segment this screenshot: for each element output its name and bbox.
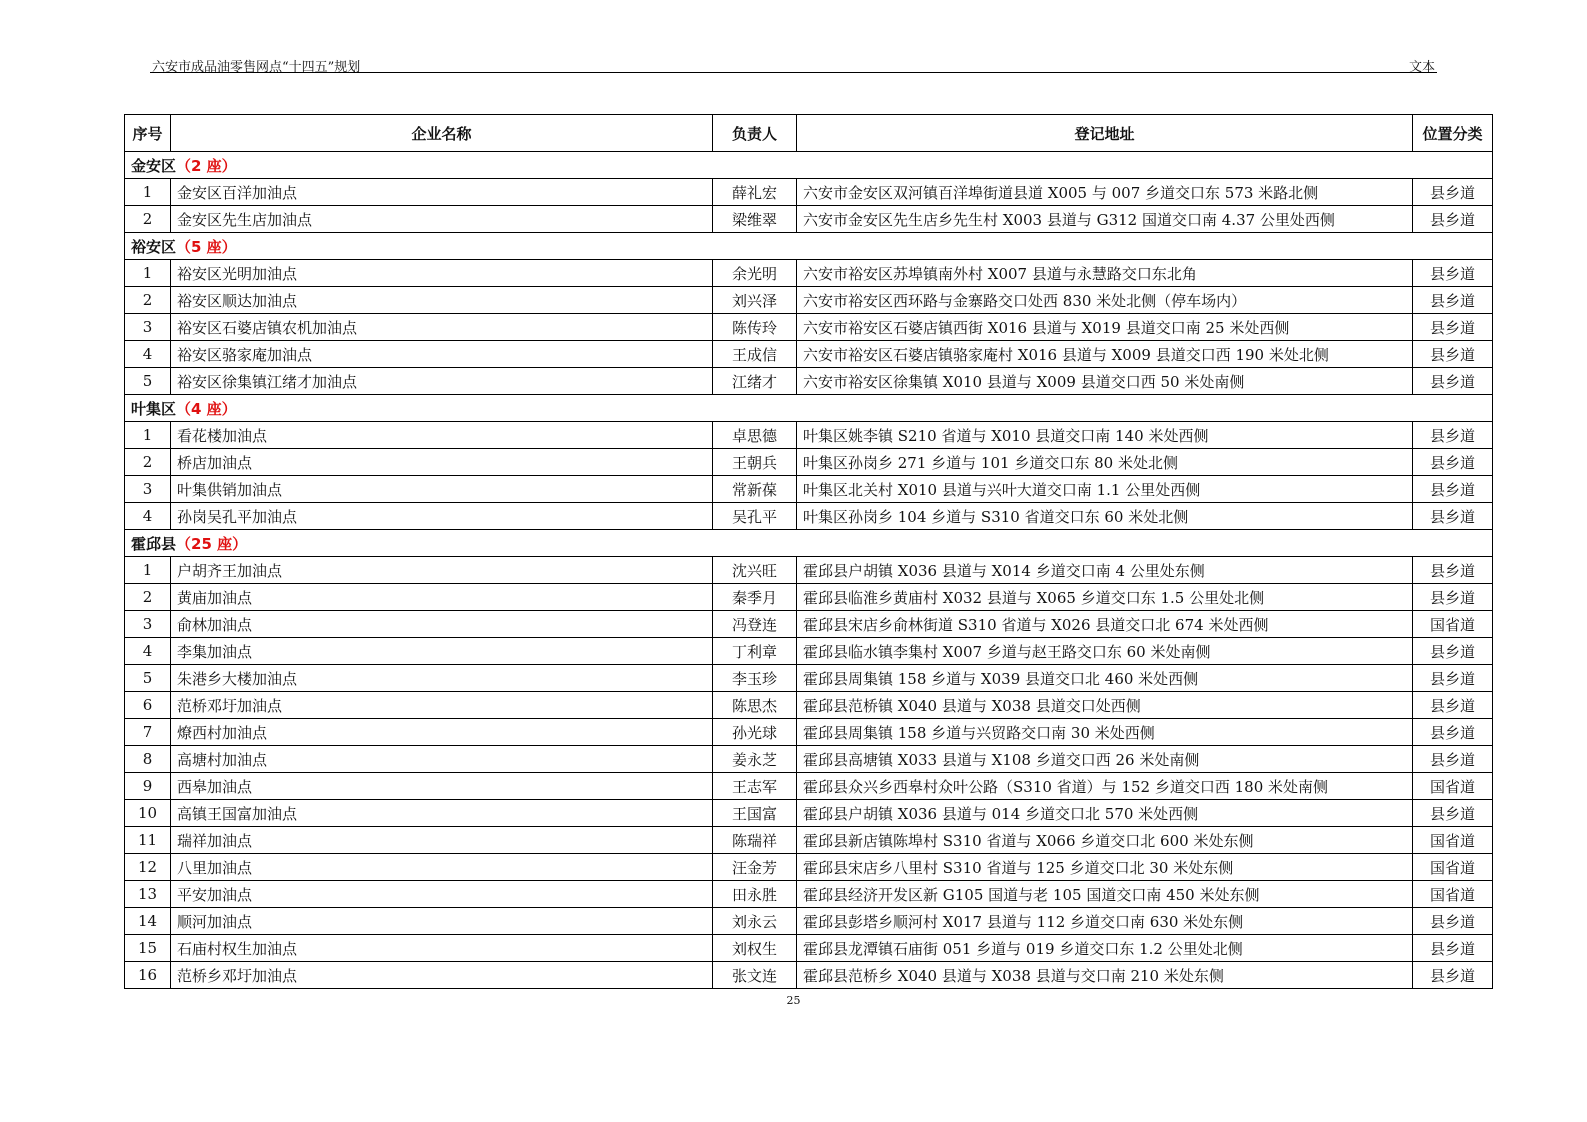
company-name: 黄庙加油点 (171, 584, 713, 611)
row-index: 1 (125, 557, 171, 584)
location-category: 县乡道 (1413, 584, 1493, 611)
location-category: 县乡道 (1413, 422, 1493, 449)
responsible-person: 吴孔平 (713, 503, 797, 530)
location-category: 县乡道 (1413, 908, 1493, 935)
location-category: 县乡道 (1413, 557, 1493, 584)
company-name: 高塘村加油点 (171, 746, 713, 773)
table-row (125, 584, 1493, 611)
responsible-person: 姜永芝 (713, 746, 797, 773)
company-name: 高镇王国富加油点 (171, 800, 713, 827)
group-title (125, 233, 1493, 260)
location-category: 县乡道 (1413, 287, 1493, 314)
table-row (125, 719, 1493, 746)
row-index: 4 (125, 503, 171, 530)
location-category: 县乡道 (1413, 746, 1493, 773)
gas-station-table (124, 114, 1493, 989)
responsible-person: 丁利章 (713, 638, 797, 665)
responsible-person: 刘权生 (713, 935, 797, 962)
location-category: 县乡道 (1413, 449, 1493, 476)
responsible-person: 常新葆 (713, 476, 797, 503)
company-name: 叶集供销加油点 (171, 476, 713, 503)
company-name: 户胡齐王加油点 (171, 557, 713, 584)
registered-address: 叶集区北关村 X010 县道与兴叶大道交口南 1.1 公里处西侧 (797, 476, 1413, 503)
responsible-person: 田永胜 (713, 881, 797, 908)
registered-address: 霍邱县周集镇 158 乡道与兴贸路交口南 30 米处西侧 (797, 719, 1413, 746)
group-count: （2 座） (176, 156, 237, 175)
responsible-person: 江绪才 (713, 368, 797, 395)
table-row (125, 692, 1493, 719)
responsible-person: 秦季月 (713, 584, 797, 611)
company-name: 燎西村加油点 (171, 719, 713, 746)
responsible-person: 沈兴旺 (713, 557, 797, 584)
table-row (125, 287, 1493, 314)
registered-address: 六安市金安区双河镇百洋埠街道县道 X005 与 007 乡道交口东 573 米路北侧 (797, 179, 1413, 206)
location-category: 国省道 (1413, 827, 1493, 854)
registered-address: 叶集区孙岗乡 104 乡道与 S310 省道交口东 60 米处北侧 (797, 503, 1413, 530)
registered-address: 霍邱县范桥乡 X040 县道与 X038 县道与交口南 210 米处东侧 (797, 962, 1413, 989)
location-category: 县乡道 (1413, 665, 1493, 692)
responsible-person: 王国富 (713, 800, 797, 827)
header-divider (150, 72, 1437, 73)
responsible-person: 余光明 (713, 260, 797, 287)
group-row (125, 530, 1493, 557)
location-category: 国省道 (1413, 881, 1493, 908)
row-index: 2 (125, 584, 171, 611)
row-index: 3 (125, 314, 171, 341)
location-category: 县乡道 (1413, 206, 1493, 233)
group-count: （5 座） (176, 237, 237, 256)
row-index: 14 (125, 908, 171, 935)
column-header-index: 序号 (125, 115, 171, 152)
table-row (125, 773, 1493, 800)
registered-address: 霍邱县周集镇 158 乡道与 X039 县道交口北 460 米处西侧 (797, 665, 1413, 692)
responsible-person: 刘兴泽 (713, 287, 797, 314)
table-row (125, 854, 1493, 881)
table-row (125, 314, 1493, 341)
location-category: 县乡道 (1413, 476, 1493, 503)
registered-address: 六安市裕安区石婆店镇骆家庵村 X016 县道与 X009 县道交口西 190 米处北侧 (797, 341, 1413, 368)
registered-address: 六安市金安区先生店乡先生村 X003 县道与 G312 国道交口南 4.37 公里处西侧 (797, 206, 1413, 233)
responsible-person: 张文连 (713, 962, 797, 989)
row-index: 2 (125, 449, 171, 476)
group-row (125, 152, 1493, 179)
table-row (125, 179, 1493, 206)
registered-address: 霍邱县众兴乡西皋村众叶公路（S310 省道）与 152 乡道交口西 180 米处南侧 (797, 773, 1413, 800)
company-name: 裕安区骆家庵加油点 (171, 341, 713, 368)
registered-address: 六安市裕安区苏埠镇南外村 X007 县道与永慧路交口东北角 (797, 260, 1413, 287)
table-row (125, 827, 1493, 854)
responsible-person: 孙光球 (713, 719, 797, 746)
location-category: 县乡道 (1413, 800, 1493, 827)
table-row (125, 260, 1493, 287)
registered-address: 霍邱县宋店乡俞林街道 S310 省道与 X026 县道交口北 674 米处西侧 (797, 611, 1413, 638)
group-count: （4 座） (176, 399, 237, 418)
row-index: 4 (125, 341, 171, 368)
company-name: 朱港乡大楼加油点 (171, 665, 713, 692)
table-row (125, 746, 1493, 773)
row-index: 1 (125, 422, 171, 449)
company-name: 桥店加油点 (171, 449, 713, 476)
responsible-person: 汪金芳 (713, 854, 797, 881)
column-header-person: 负责人 (713, 115, 797, 152)
group-title (125, 395, 1493, 422)
responsible-person: 冯登连 (713, 611, 797, 638)
table-row (125, 341, 1493, 368)
row-index: 10 (125, 800, 171, 827)
column-header-company: 企业名称 (171, 115, 713, 152)
registered-address: 六安市裕安区西环路与金寨路交口处西 830 米处北侧（停车场内） (797, 287, 1413, 314)
company-name: 平安加油点 (171, 881, 713, 908)
row-index: 5 (125, 368, 171, 395)
company-name: 范桥乡邓圩加油点 (171, 962, 713, 989)
location-category: 国省道 (1413, 611, 1493, 638)
page-number: 25 (786, 994, 801, 1007)
row-index: 1 (125, 260, 171, 287)
group-name: 裕安区 (131, 237, 177, 256)
registered-address: 霍邱县经济开发区新 G105 国道与老 105 国道交口南 450 米处东侧 (797, 881, 1413, 908)
row-index: 5 (125, 665, 171, 692)
location-category: 国省道 (1413, 854, 1493, 881)
company-name: 裕安区石婆店镇农机加油点 (171, 314, 713, 341)
row-index: 3 (125, 611, 171, 638)
location-category: 县乡道 (1413, 179, 1493, 206)
company-name: 孙岗吴孔平加油点 (171, 503, 713, 530)
location-category: 县乡道 (1413, 260, 1493, 287)
row-index: 16 (125, 962, 171, 989)
row-index: 2 (125, 206, 171, 233)
row-index: 12 (125, 854, 171, 881)
company-name: 范桥邓圩加油点 (171, 692, 713, 719)
responsible-person: 李玉珍 (713, 665, 797, 692)
responsible-person: 王志军 (713, 773, 797, 800)
row-index: 6 (125, 692, 171, 719)
row-index: 8 (125, 746, 171, 773)
company-name: 西皋加油点 (171, 773, 713, 800)
responsible-person: 陈思杰 (713, 692, 797, 719)
registered-address: 霍邱县临淮乡黄庙村 X032 县道与 X065 乡道交口东 1.5 公里处北侧 (797, 584, 1413, 611)
responsible-person: 卓思德 (713, 422, 797, 449)
group-title (125, 152, 1493, 179)
row-index: 13 (125, 881, 171, 908)
group-name: 叶集区 (131, 399, 177, 418)
table-row (125, 206, 1493, 233)
registered-address: 叶集区姚李镇 S210 省道与 X010 县道交口南 140 米处西侧 (797, 422, 1413, 449)
company-name: 李集加油点 (171, 638, 713, 665)
table-row (125, 557, 1493, 584)
table-row (125, 665, 1493, 692)
company-name: 裕安区光明加油点 (171, 260, 713, 287)
table-row (125, 638, 1493, 665)
table-row (125, 476, 1493, 503)
table-row (125, 449, 1493, 476)
row-index: 15 (125, 935, 171, 962)
registered-address: 霍邱县宋店乡八里村 S310 省道与 125 乡道交口北 30 米处东侧 (797, 854, 1413, 881)
company-name: 石庙村权生加油点 (171, 935, 713, 962)
location-category: 县乡道 (1413, 368, 1493, 395)
document-header-title: 六安市成品油零售网点“十四五”规划 (152, 60, 361, 75)
table-body (125, 152, 1493, 989)
registered-address: 霍邱县户胡镇 X036 县道与 014 乡道交口北 570 米处西侧 (797, 800, 1413, 827)
registered-address: 霍邱县范桥镇 X040 县道与 X038 县道交口处西侧 (797, 692, 1413, 719)
registered-address: 霍邱县彭塔乡顺河村 X017 县道与 112 乡道交口南 630 米处东侧 (797, 908, 1413, 935)
registered-address: 霍邱县户胡镇 X036 县道与 X014 乡道交口南 4 公里处东侧 (797, 557, 1413, 584)
row-index: 9 (125, 773, 171, 800)
responsible-person: 陈瑞祥 (713, 827, 797, 854)
registered-address: 六安市裕安区石婆店镇西街 X016 县道与 X019 县道交口南 25 米处西侧 (797, 314, 1413, 341)
location-category: 县乡道 (1413, 638, 1493, 665)
location-category: 县乡道 (1413, 503, 1493, 530)
company-name: 顺河加油点 (171, 908, 713, 935)
row-index: 7 (125, 719, 171, 746)
table-row (125, 611, 1493, 638)
responsible-person: 梁维翠 (713, 206, 797, 233)
group-row (125, 233, 1493, 260)
table-row (125, 881, 1493, 908)
table-row (125, 935, 1493, 962)
registered-address: 六安市裕安区徐集镇 X010 县道与 X009 县道交口西 50 米处南侧 (797, 368, 1413, 395)
location-category: 县乡道 (1413, 719, 1493, 746)
responsible-person: 刘永云 (713, 908, 797, 935)
company-name: 俞林加油点 (171, 611, 713, 638)
responsible-person: 王朝兵 (713, 449, 797, 476)
table-row (125, 962, 1493, 989)
company-name: 裕安区顺达加油点 (171, 287, 713, 314)
group-name: 霍邱县 (131, 534, 177, 553)
responsible-person: 薛礼宏 (713, 179, 797, 206)
group-name: 金安区 (131, 156, 177, 175)
location-category: 县乡道 (1413, 341, 1493, 368)
responsible-person: 王成信 (713, 341, 797, 368)
document-header-section: 文本 (1408, 60, 1435, 75)
row-index: 4 (125, 638, 171, 665)
group-count: （25 座） (176, 534, 248, 553)
registered-address: 叶集区孙岗乡 271 乡道与 101 乡道交口东 80 米处北侧 (797, 449, 1413, 476)
location-category: 县乡道 (1413, 962, 1493, 989)
company-name: 金安区先生店加油点 (171, 206, 713, 233)
company-name: 金安区百洋加油点 (171, 179, 713, 206)
table-header-row (125, 115, 1493, 152)
row-index: 2 (125, 287, 171, 314)
table-row (125, 422, 1493, 449)
location-category: 县乡道 (1413, 935, 1493, 962)
location-category: 国省道 (1413, 773, 1493, 800)
company-name: 八里加油点 (171, 854, 713, 881)
location-category: 县乡道 (1413, 314, 1493, 341)
company-name: 看花楼加油点 (171, 422, 713, 449)
registered-address: 霍邱县临水镇李集村 X007 乡道与赵王路交口东 60 米处南侧 (797, 638, 1413, 665)
column-header-category: 位置分类 (1413, 115, 1493, 152)
group-title (125, 530, 1493, 557)
table-row (125, 368, 1493, 395)
registered-address: 霍邱县龙潭镇石庙街 051 乡道与 019 乡道交口东 1.2 公里处北侧 (797, 935, 1413, 962)
registered-address: 霍邱县新店镇陈埠村 S310 省道与 X066 乡道交口北 600 米处东侧 (797, 827, 1413, 854)
row-index: 3 (125, 476, 171, 503)
location-category: 县乡道 (1413, 692, 1493, 719)
table-row (125, 908, 1493, 935)
row-index: 1 (125, 179, 171, 206)
table-row (125, 800, 1493, 827)
group-row (125, 395, 1493, 422)
company-name: 瑞祥加油点 (171, 827, 713, 854)
company-name: 裕安区徐集镇江绪才加油点 (171, 368, 713, 395)
row-index: 11 (125, 827, 171, 854)
table-row (125, 503, 1493, 530)
responsible-person: 陈传玲 (713, 314, 797, 341)
column-header-address: 登记地址 (797, 115, 1413, 152)
registered-address: 霍邱县高塘镇 X033 县道与 X108 乡道交口西 26 米处南侧 (797, 746, 1413, 773)
